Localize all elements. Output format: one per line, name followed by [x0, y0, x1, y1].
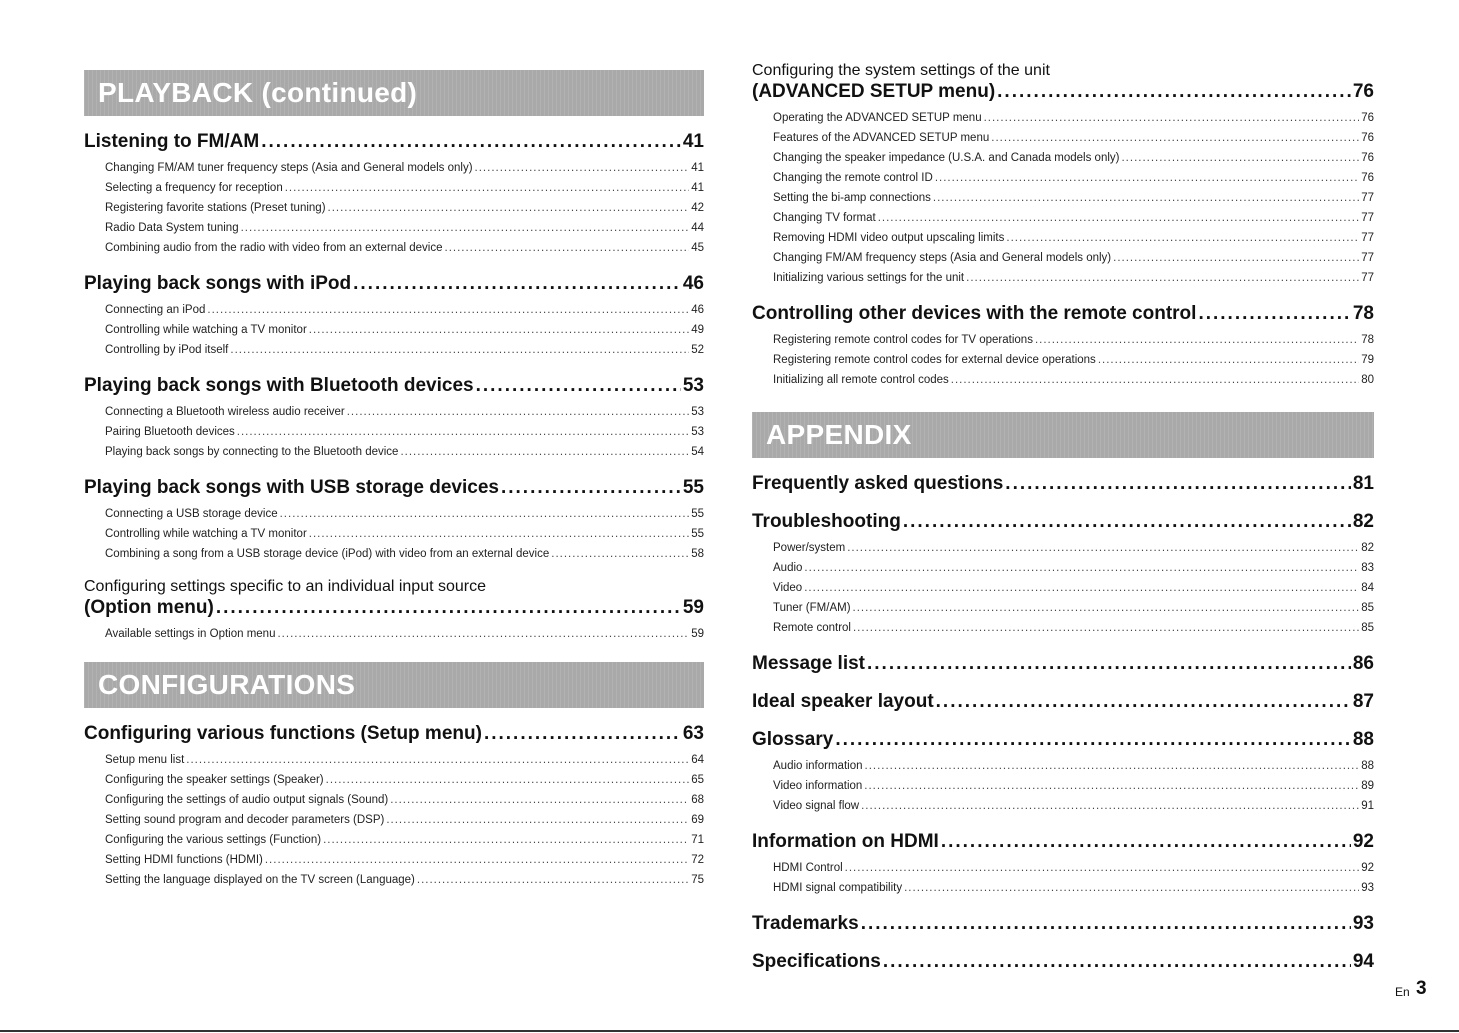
toc-section — [84, 374, 704, 462]
toc-entry[interactable] — [773, 228, 1374, 248]
dot-leader — [265, 850, 689, 870]
toc-entry-label: Controlling while watching a TV monitor — [105, 528, 307, 540]
toc-page-number: 76 — [1352, 81, 1374, 102]
toc-entry[interactable] — [773, 858, 1374, 878]
dot-leader — [237, 422, 689, 442]
dot-leader — [280, 504, 690, 524]
toc-entry-label: Video — [773, 582, 803, 594]
toc-page-number: 63 — [682, 723, 704, 744]
dot-leader — [186, 750, 689, 770]
dot-leader — [476, 374, 681, 398]
dot-leader — [1113, 248, 1359, 268]
dot-leader — [328, 198, 690, 218]
toc-entry[interactable] — [105, 340, 704, 360]
toc-entry-label: Connecting an iPod — [105, 304, 206, 316]
toc-section-label: Glossary — [752, 729, 834, 750]
toc-entry-page: 69 — [691, 814, 704, 826]
dot-leader — [1121, 148, 1359, 168]
dot-leader — [353, 272, 681, 296]
toc-section-label: Playing back songs with Bluetooth devices — [84, 375, 474, 396]
toc-entry-page: 75 — [691, 874, 704, 886]
dot-leader — [867, 652, 1351, 676]
toc-entry-label: Connecting a Bluetooth wireless audio receiver — [105, 406, 345, 418]
toc-entry-page: 41 — [691, 162, 704, 174]
toc-entry-label: Controlling by iPod itself — [105, 344, 229, 356]
toc-page-number: 87 — [1352, 691, 1374, 712]
toc-page-number: 46 — [682, 273, 704, 294]
toc-entry-page: 71 — [691, 834, 704, 846]
toc-entry-page: 65 — [691, 774, 704, 786]
footer-page-number: 3 — [1416, 978, 1427, 999]
toc-section-label: Message list — [752, 653, 865, 674]
dot-leader — [1198, 302, 1350, 326]
toc-section — [752, 510, 1374, 638]
toc-entry-label: Setup menu list — [105, 754, 185, 766]
dot-leader — [935, 168, 1359, 188]
toc-section-label: Configuring various functions (Setup menu) — [84, 723, 482, 744]
toc-page-number: 41 — [682, 131, 704, 152]
toc-entry-label: Available settings in Option menu — [105, 628, 276, 640]
dot-leader — [475, 158, 690, 178]
toc-entry-page: 59 — [691, 628, 704, 640]
toc-entry-label: Setting sound program and decoder parameters (DSP) — [105, 814, 385, 826]
toc-entry-page: 54 — [691, 446, 704, 458]
dot-leader — [865, 756, 1360, 776]
right-column — [752, 62, 1374, 974]
toc-entry[interactable] — [773, 370, 1374, 390]
dot-leader — [941, 830, 1351, 854]
toc-entry-label: Initializing various settings for the unit — [773, 272, 965, 284]
toc-entry-page: 93 — [1361, 882, 1374, 894]
toc-entry-label: Changing the speaker impedance (U.S.A. and Canada models only) — [773, 152, 1120, 164]
toc-section — [752, 912, 1374, 936]
toc-entry-list — [84, 158, 704, 258]
dot-leader — [804, 558, 1359, 578]
toc-entry-label: Changing FM/AM tuner frequency steps (Asia and General models only) — [105, 162, 473, 174]
toc-section-label: Ideal speaker layout — [752, 691, 934, 712]
toc-section — [752, 652, 1374, 676]
toc-section — [752, 690, 1374, 714]
toc-section-title[interactable] — [752, 510, 1374, 534]
toc-entry[interactable] — [773, 578, 1374, 598]
toc-entry-label: Registering favorite stations (Preset tuning) — [105, 202, 326, 214]
toc-entry[interactable] — [105, 544, 704, 564]
toc-entry[interactable] — [773, 350, 1374, 370]
toc-section-title[interactable] — [752, 830, 1374, 854]
dot-leader — [804, 578, 1359, 598]
toc-entry[interactable] — [105, 524, 704, 544]
toc-entry[interactable] — [773, 330, 1374, 350]
toc-entry-page: 52 — [691, 344, 704, 356]
toc-entry-label: Configuring the settings of audio output signals (Sound) — [105, 794, 389, 806]
dot-leader — [400, 442, 689, 462]
toc-entry[interactable] — [105, 218, 704, 238]
dot-leader — [853, 618, 1359, 638]
toc-page-number: 93 — [1352, 913, 1374, 934]
toc-entry-label: Removing HDMI video output upscaling limits — [773, 232, 1005, 244]
toc-entry[interactable] — [773, 128, 1374, 148]
toc-entry[interactable] — [105, 770, 704, 790]
toc-entry-label: Combining a song from a USB storage device (iPod) with video from an external device — [105, 548, 550, 560]
toc-entry[interactable] — [105, 238, 704, 258]
toc-section-title[interactable] — [84, 596, 704, 620]
toc-entry-page: 89 — [1361, 780, 1374, 792]
toc-section-label: Frequently asked questions — [752, 473, 1004, 494]
toc-section-label: Playing back songs with USB storage devices — [84, 477, 499, 498]
dot-leader — [966, 268, 1359, 288]
toc-entry-label: Changing FM/AM frequency steps (Asia and General models only) — [773, 252, 1112, 264]
dot-leader — [1098, 350, 1359, 370]
dot-leader — [984, 108, 1360, 128]
toc-section-title-line: Configuring the system settings of the unit — [752, 62, 1050, 79]
toc-entry-label: Changing the remote control ID — [773, 172, 933, 184]
toc-entry-page: 77 — [1361, 212, 1374, 224]
toc-entry[interactable] — [773, 598, 1374, 618]
toc-section-title[interactable] — [752, 472, 1374, 496]
toc-entry-list — [84, 504, 704, 564]
dot-leader — [997, 80, 1351, 104]
section-banner-appendix: APPENDIX — [752, 412, 1374, 458]
dot-leader — [386, 810, 689, 830]
toc-entry-label: Remote control — [773, 622, 851, 634]
dot-leader — [933, 188, 1359, 208]
dot-leader — [417, 870, 689, 890]
dot-leader — [241, 218, 690, 238]
toc-section-title[interactable] — [752, 302, 1374, 326]
dot-leader — [230, 340, 689, 360]
toc-entry[interactable] — [105, 504, 704, 524]
toc-entry-list — [752, 330, 1374, 390]
toc-entry-label: Operating the ADVANCED SETUP menu — [773, 112, 982, 124]
toc-entry-list — [752, 108, 1374, 288]
toc-entry-page: 77 — [1361, 252, 1374, 264]
toc-entry-label: Controlling while watching a TV monitor — [105, 324, 307, 336]
toc-entry-page: 85 — [1361, 602, 1374, 614]
toc-section-title[interactable] — [752, 652, 1374, 676]
dot-leader — [861, 912, 1351, 936]
toc-section — [84, 578, 704, 644]
toc-section-title[interactable] — [84, 722, 704, 746]
toc-section — [84, 130, 704, 258]
toc-entry-page: 53 — [691, 426, 704, 438]
toc-section-title[interactable] — [84, 272, 704, 296]
toc-entry-list — [752, 858, 1374, 898]
toc-page-number: 82 — [1352, 511, 1374, 532]
toc-entry-label: Registering remote control codes for TV operations — [773, 334, 1033, 346]
toc-section — [752, 302, 1374, 390]
dot-leader — [326, 770, 690, 790]
toc-entry-page: 79 — [1361, 354, 1374, 366]
toc-entry-label: Audio — [773, 562, 803, 574]
toc-entry-label: Configuring the various settings (Function) — [105, 834, 322, 846]
section-banner-configurations: CONFIGURATIONS — [84, 662, 704, 708]
bottom-rule — [0, 1030, 1459, 1032]
toc-entry-label: Pairing Bluetooth devices — [105, 426, 235, 438]
toc-page-number: 86 — [1352, 653, 1374, 674]
toc-section-label: Troubleshooting — [752, 511, 901, 532]
toc-entry[interactable] — [773, 148, 1374, 168]
section-banner-playback-continued: PLAYBACK (continued) — [84, 70, 704, 116]
toc-section — [752, 62, 1374, 288]
dot-leader — [501, 476, 681, 500]
toc-section-title[interactable] — [752, 728, 1374, 752]
dot-leader — [551, 544, 689, 564]
toc-page-number: 92 — [1352, 831, 1374, 852]
toc-entry[interactable] — [105, 402, 704, 422]
toc-entry-page: 76 — [1361, 172, 1374, 184]
toc-section-label: Controlling other devices with the remote control — [752, 303, 1197, 324]
toc-entry[interactable] — [105, 198, 704, 218]
toc-entry-label: Tuner (FM/AM) — [773, 602, 851, 614]
dot-leader — [991, 128, 1359, 148]
toc-page-number: 53 — [682, 375, 704, 396]
toc-entry[interactable] — [773, 188, 1374, 208]
toc-entry-page: 58 — [691, 548, 704, 560]
toc-section-title[interactable] — [84, 476, 704, 500]
toc-entry[interactable] — [105, 750, 704, 770]
toc-entry-page: 82 — [1361, 542, 1374, 554]
toc-entry[interactable] — [773, 208, 1374, 228]
toc-entry-page: 44 — [691, 222, 704, 234]
toc-entry-label: Configuring the speaker settings (Speaker) — [105, 774, 324, 786]
toc-entry-page: 55 — [691, 528, 704, 540]
dot-leader — [883, 950, 1351, 974]
toc-entry-page: 53 — [691, 406, 704, 418]
toc-entry-label: Setting HDMI functions (HDMI) — [105, 854, 263, 866]
toc-entry[interactable] — [105, 300, 704, 320]
toc-entry-page: 77 — [1361, 232, 1374, 244]
dot-leader — [1035, 330, 1359, 350]
dot-leader — [835, 728, 1351, 752]
toc-entry[interactable] — [105, 810, 704, 830]
toc-page-number: 94 — [1352, 951, 1374, 972]
dot-leader — [1005, 472, 1351, 496]
toc-entry-page: 49 — [691, 324, 704, 336]
toc-section-label: Information on HDMI — [752, 831, 939, 852]
toc-section-label: Specifications — [752, 951, 881, 972]
footer-language: En — [1395, 985, 1410, 999]
toc-section-label: (Option menu) — [84, 597, 214, 618]
toc-entry[interactable] — [773, 248, 1374, 268]
dot-leader — [861, 796, 1359, 816]
toc-entry-page: 91 — [1361, 800, 1374, 812]
toc-section-label: Trademarks — [752, 913, 859, 934]
dot-leader — [864, 776, 1359, 796]
toc-section — [84, 272, 704, 360]
toc-entry-page: 88 — [1361, 760, 1374, 772]
dot-leader — [285, 178, 689, 198]
toc-section — [752, 472, 1374, 496]
toc-section-label: Playing back songs with iPod — [84, 273, 352, 294]
toc-entry-page: 41 — [691, 182, 704, 194]
toc-entry[interactable] — [105, 422, 704, 442]
toc-entry-page: 68 — [691, 794, 704, 806]
toc-section — [752, 830, 1374, 898]
toc-entry[interactable] — [773, 776, 1374, 796]
toc-entry[interactable] — [105, 850, 704, 870]
dot-leader — [951, 370, 1359, 390]
toc-entry-label: Video information — [773, 780, 863, 792]
dot-leader — [309, 524, 689, 544]
dot-leader — [309, 320, 689, 340]
toc-entry-label: Registering remote control codes for external device operations — [773, 354, 1096, 366]
toc-entry-label: Connecting a USB storage device — [105, 508, 278, 520]
toc-entry[interactable] — [105, 870, 704, 890]
toc-entry[interactable] — [773, 268, 1374, 288]
toc-entry-page: 45 — [691, 242, 704, 254]
toc-entry-list — [752, 756, 1374, 816]
toc-entry-page: 85 — [1361, 622, 1374, 634]
dot-leader — [484, 722, 681, 746]
toc-page-number: 81 — [1352, 473, 1374, 494]
dot-leader — [216, 596, 681, 620]
toc-entry[interactable] — [105, 178, 704, 198]
toc-entry[interactable] — [105, 830, 704, 850]
toc-entry-label: Changing TV format — [773, 212, 876, 224]
toc-entry-list — [84, 624, 704, 644]
toc-entry[interactable] — [773, 168, 1374, 188]
toc-entry-label: Initializing all remote control codes — [773, 374, 949, 386]
toc-entry-page: 77 — [1361, 192, 1374, 204]
toc-entry[interactable] — [773, 618, 1374, 638]
toc-entry[interactable] — [105, 790, 704, 810]
dot-leader — [903, 510, 1351, 534]
toc-entry-page: 92 — [1361, 862, 1374, 874]
toc-section-label: (ADVANCED SETUP menu) — [752, 81, 996, 102]
dot-leader — [323, 830, 689, 850]
toc-entry-page: 76 — [1361, 132, 1374, 144]
toc-section-title[interactable] — [752, 950, 1374, 974]
toc-entry[interactable] — [773, 538, 1374, 558]
dot-leader — [845, 858, 1360, 878]
toc-section-title[interactable] — [752, 80, 1374, 104]
dot-leader — [878, 208, 1360, 228]
toc-entry-list — [84, 750, 704, 890]
toc-entry-page: 55 — [691, 508, 704, 520]
toc-entry[interactable] — [773, 108, 1374, 128]
toc-entry-page: 42 — [691, 202, 704, 214]
toc-entry[interactable] — [773, 756, 1374, 776]
toc-entry-label: HDMI signal compatibility — [773, 882, 903, 894]
toc-entry[interactable] — [105, 442, 704, 462]
toc-entry-page: 84 — [1361, 582, 1374, 594]
toc-section-title-line: Configuring settings specific to an individual input source — [84, 578, 487, 595]
toc-entry-label: Selecting a frequency for reception — [105, 182, 283, 194]
dot-leader — [207, 300, 689, 320]
dot-leader — [904, 878, 1359, 898]
toc-entry-page: 76 — [1361, 112, 1374, 124]
toc-entry[interactable] — [105, 624, 704, 644]
dot-leader — [936, 690, 1351, 714]
toc-entry-list — [84, 402, 704, 462]
toc-entry-page: 46 — [691, 304, 704, 316]
toc-page-number: 55 — [682, 477, 704, 498]
toc-section-title[interactable] — [84, 374, 704, 398]
dot-leader — [847, 538, 1359, 558]
toc-section — [752, 728, 1374, 816]
toc-entry-page: 78 — [1361, 334, 1374, 346]
toc-entry-label: Features of the ADVANCED SETUP menu — [773, 132, 990, 144]
toc-entry-page: 80 — [1361, 374, 1374, 386]
dot-leader — [390, 790, 689, 810]
toc-entry-list — [752, 538, 1374, 638]
toc-entry-label: Video signal flow — [773, 800, 860, 812]
toc-entry-label: Combining audio from the radio with video from an external device — [105, 242, 443, 254]
toc-entry[interactable] — [773, 796, 1374, 816]
toc-entry-page: 72 — [691, 854, 704, 866]
dot-leader — [445, 238, 690, 258]
toc-entry-label: Playing back songs by connecting to the Bluetooth device — [105, 446, 399, 458]
toc-entry-label: HDMI Control — [773, 862, 843, 874]
toc-entry-page: 83 — [1361, 562, 1374, 574]
toc-section-label: Listening to FM/AM — [84, 131, 260, 152]
dot-leader — [347, 402, 689, 422]
dot-leader — [277, 624, 689, 644]
toc-page-number: 59 — [682, 597, 704, 618]
toc-entry[interactable] — [773, 878, 1374, 898]
toc-section-title[interactable] — [752, 690, 1374, 714]
toc-entry-label: Power/system — [773, 542, 846, 554]
toc-section — [84, 722, 704, 890]
toc-entry-label: Audio information — [773, 760, 863, 772]
toc-section — [752, 950, 1374, 974]
toc-entry-label: Setting the language displayed on the TV screen (Language) — [105, 874, 415, 886]
toc-section-title[interactable] — [84, 130, 704, 154]
dot-leader — [853, 598, 1360, 618]
dot-leader — [1006, 228, 1359, 248]
toc-entry-page: 76 — [1361, 152, 1374, 164]
toc-entry-page: 77 — [1361, 272, 1374, 284]
toc-entry-page: 64 — [691, 754, 704, 766]
toc-entry-label: Setting the bi-amp connections — [773, 192, 931, 204]
toc-entry[interactable] — [105, 158, 704, 178]
toc-section-title[interactable] — [752, 912, 1374, 936]
toc-entry[interactable] — [105, 320, 704, 340]
toc-page-number: 78 — [1352, 303, 1374, 324]
toc-page-number: 88 — [1352, 729, 1374, 750]
left-column — [84, 70, 704, 890]
dot-leader — [261, 130, 681, 154]
toc-entry[interactable] — [773, 558, 1374, 578]
toc-entry-list — [84, 300, 704, 360]
toc-section — [84, 476, 704, 564]
toc-entry-label: Radio Data System tuning — [105, 222, 239, 234]
